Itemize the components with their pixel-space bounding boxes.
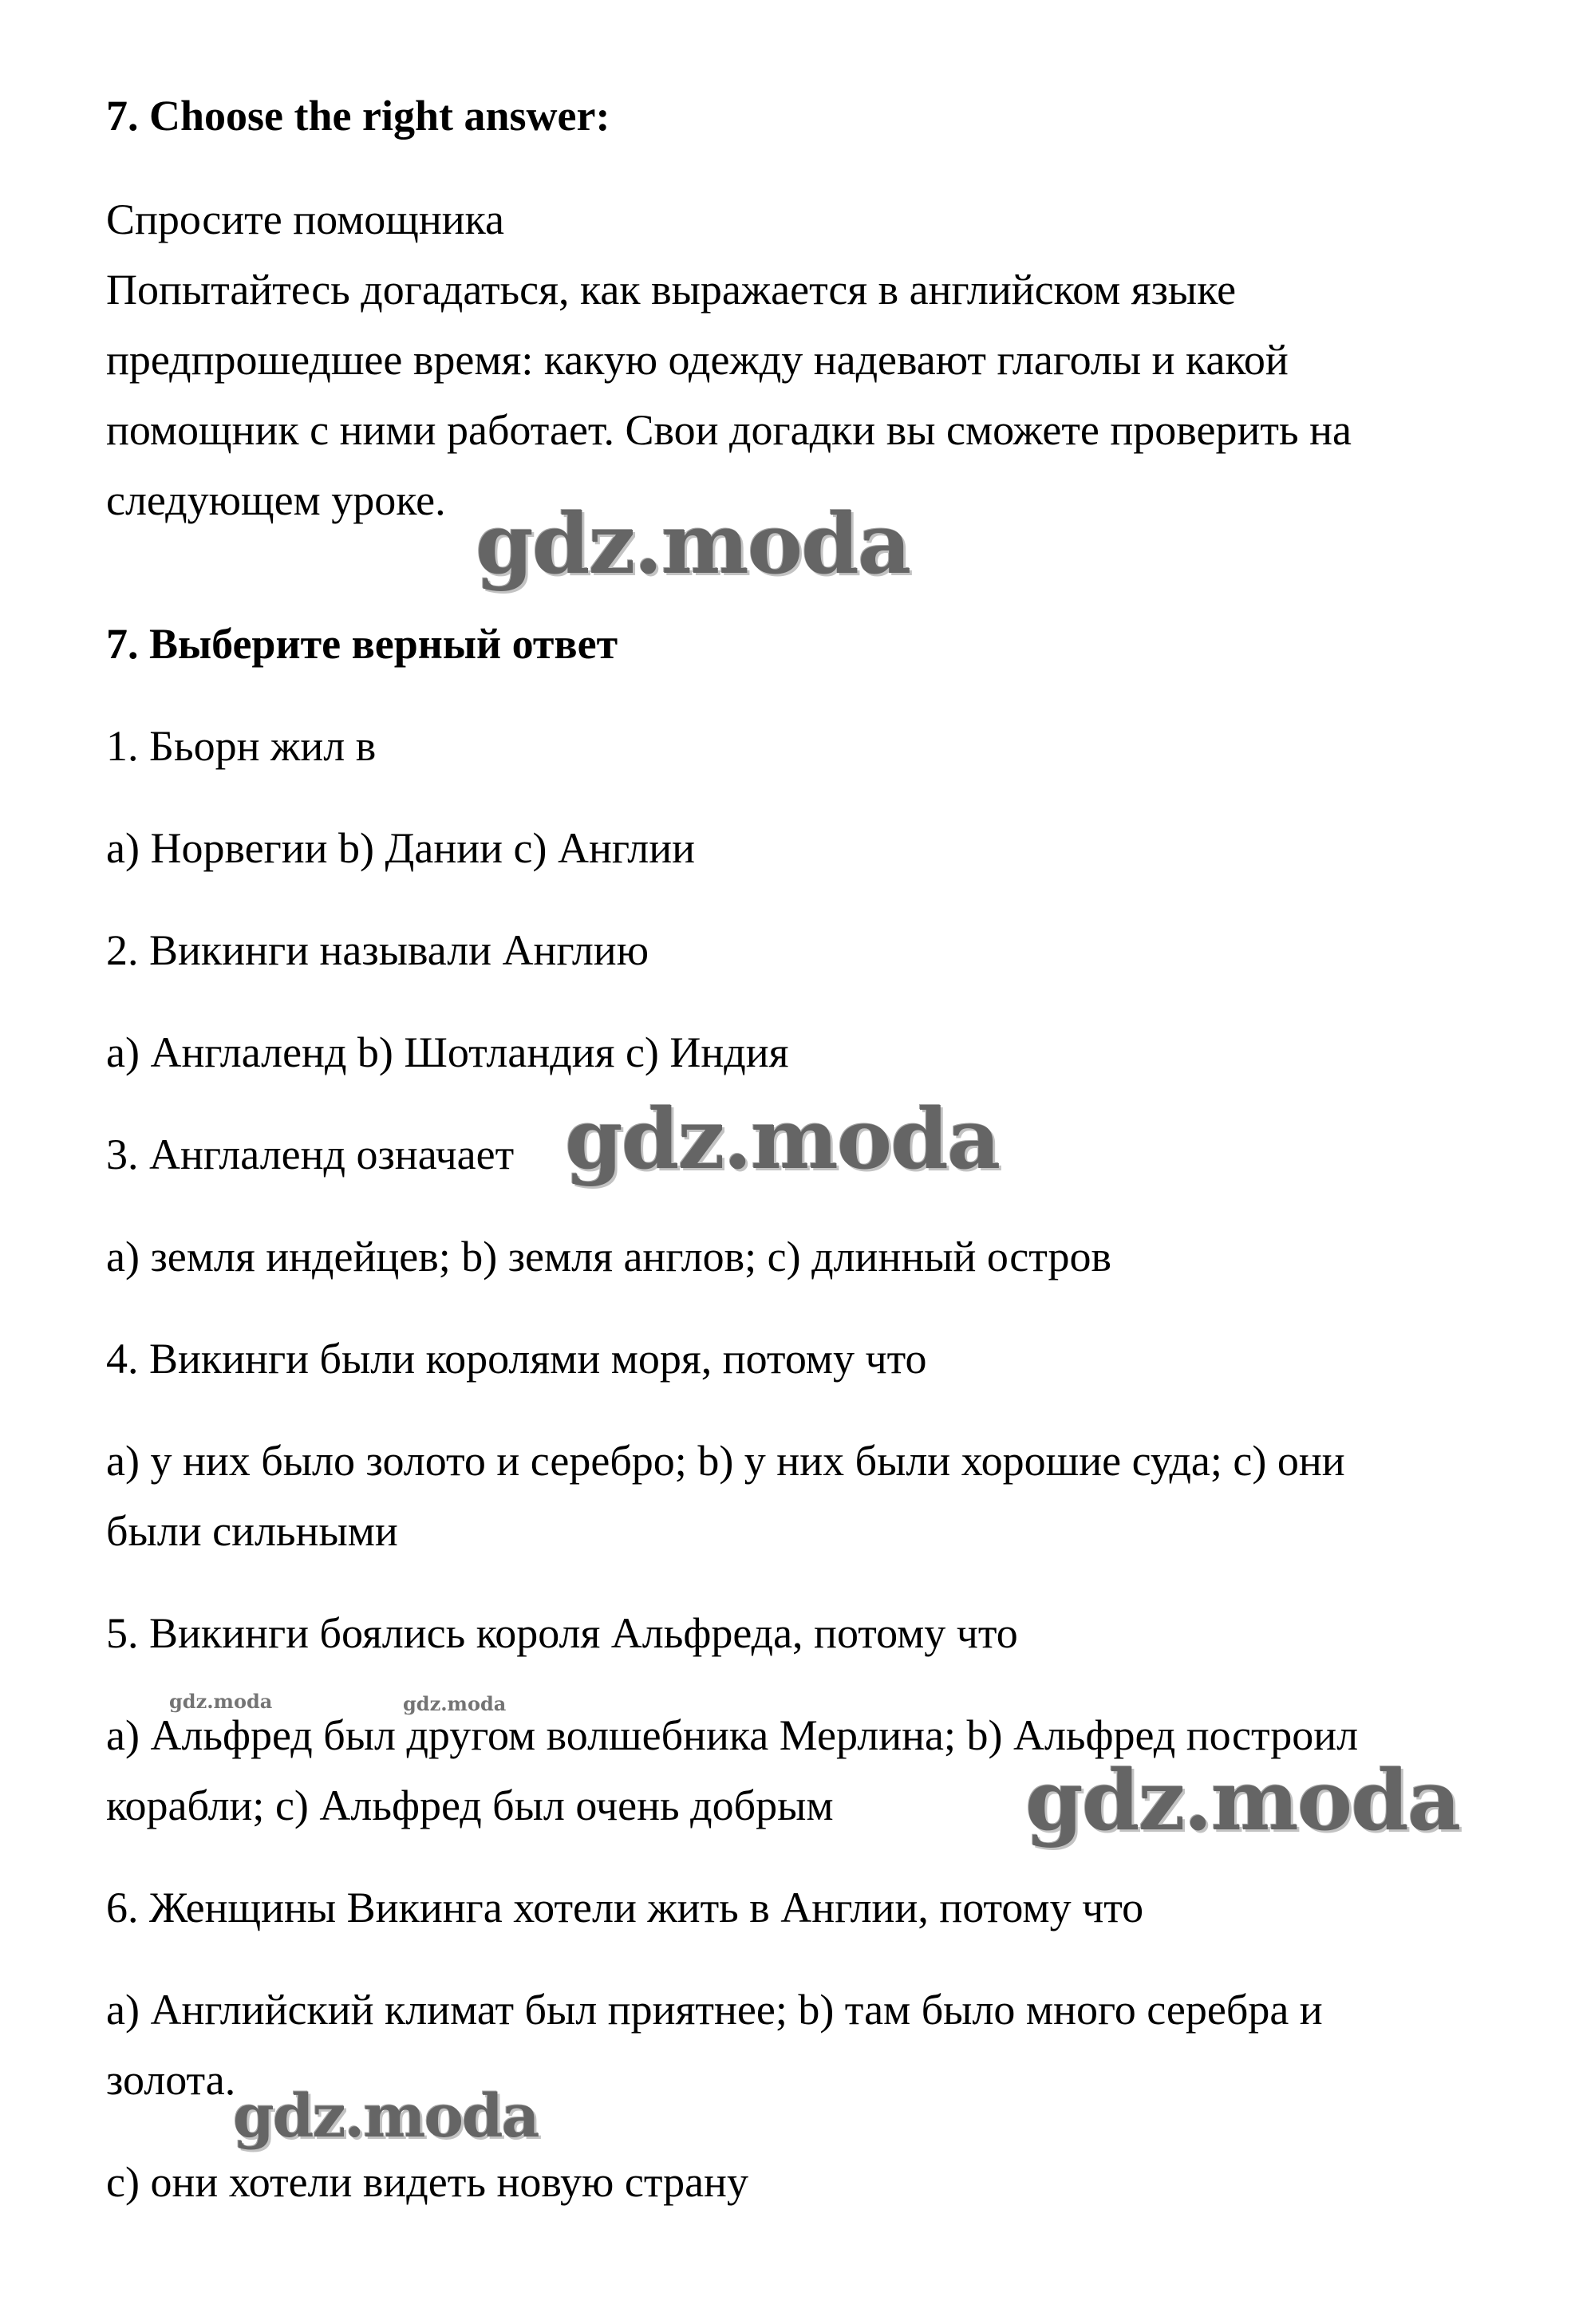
watermark-logo: gdz.moda (1025, 1751, 1460, 1849)
question-1: 1. Бьорн жил в (106, 722, 377, 770)
answer-options-2: а) Англаленд b) Шотландия с) Индия (106, 1028, 789, 1076)
answer-options-6-line-1: а) Английский климат был приятнее; b) там было много серебра и (106, 1986, 1323, 2034)
paragraph-line-3: помощник с ними работает. Свои догадки вы сможете проверить на (106, 406, 1352, 454)
heading-choose-answer-ru: 7. Выберите верный ответ (106, 620, 618, 668)
paragraph-line-4: следующем уроке. (106, 476, 446, 524)
answer-options-6-line-3: с) они хотели видеть новую страну (106, 2158, 748, 2206)
answer-options-3: а) земля индейцев; b) земля англов; с) длинный остров (106, 1233, 1111, 1280)
answer-options-6-line-2: золота. (106, 2056, 236, 2104)
question-6: 6. Женщины Викинга хотели жить в Англии, потому что (106, 1884, 1144, 1931)
question-4: 4. Викинги были королями моря, потому что (106, 1335, 927, 1383)
answer-options-4-line-1: а) у них было золото и серебро; b) у них были хорошие суда; с) они (106, 1437, 1345, 1485)
answer-options-5-line-1: а) Альфред был другом волшебника Мерлина; b) Альфред построил (106, 1711, 1359, 1759)
paragraph-line-2: предпрошедшее время: какую одежду надевают глаголы и какой (106, 336, 1289, 384)
question-5: 5. Викинги боялись короля Альфреда, потому что (106, 1609, 1018, 1657)
question-3: 3. Англаленд означает (106, 1130, 515, 1178)
paragraph-line-1: Попытайтесь догадаться, как выражается в английском языке (106, 266, 1237, 314)
answer-options-1: а) Норвегии b) Дании с) Англии (106, 824, 696, 872)
answer-options-5-line-2: корабли; с) Альфред был очень добрым (106, 1781, 834, 1829)
answer-options-4-line-2: были сильными (106, 1507, 398, 1555)
watermark-logo-small: gdz.moda (169, 1690, 273, 1713)
question-2: 2. Викинги называли Англию (106, 926, 649, 974)
watermark-logo: gdz.moda (565, 1090, 1000, 1188)
watermark-logo-small: gdz.moda (403, 1692, 507, 1715)
heading-choose-answer: 7. Choose the right answer: (106, 92, 610, 140)
ask-helper-title: Спросите помощника (106, 195, 504, 243)
watermark-logo: gdz.moda (476, 495, 910, 593)
watermark-logo: gdz.moda (233, 2082, 539, 2151)
